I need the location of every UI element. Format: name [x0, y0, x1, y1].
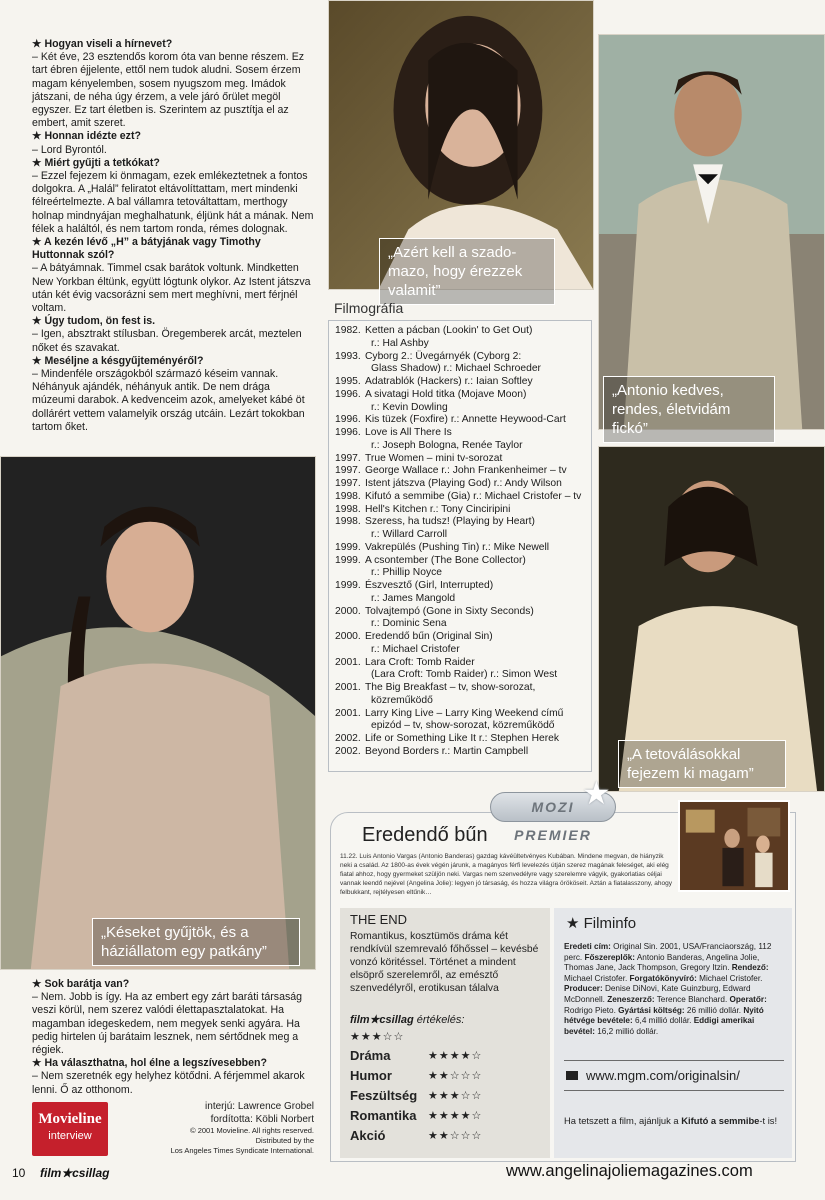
footer-website[interactable]: www.angelinajoliemagazines.com — [506, 1162, 753, 1180]
interview-text-bottom — [32, 978, 314, 1097]
filminfo-key: Operatőr: — [729, 994, 767, 1004]
filmography-item — [335, 389, 585, 402]
page-number: 10 — [12, 1166, 26, 1180]
filminfo-key: Rendező: — [731, 963, 769, 973]
interview-answer: – Két éve, 23 esztendős korom óta van benne részem. Ez tart ébren éjjelente, ettől nem tudok aludni. Sosem érzem magam kényelemben, sosem nyugszom meg. Imádok játszani, de néha úgy érzem, a vele járó őrület megöl egyszer. Ez tart életben is. Szerintem az pusztítja el az embert, amit szeret. — [32, 51, 305, 130]
premier-synopsis: 11.22. Luis Antonio Vargas (Antonio Banderas) gazdag kávéültetvényes Kubában. Mindene megvan, de hiányzik neki a család. Az 1800-as évek végén járunk, a magányos férfi levelezés útján szerez magának feleséget, aki elég fiatal ahhoz, hogy gyermeket szüljön neki. Vargas nem szenvedélyre vagy szerelemre vágyik, gyakorlatias céljai vannak leendő nejével (Angelina Jolie): legyen jó társaság, és hozza világra örököseit. Aztán a fiatalasszony, ahogy felbukkant, rejtélyesen eltűnik… — [340, 853, 672, 896]
movieline-logo — [32, 1102, 108, 1156]
filminfo-key: Zeneszerző: — [607, 994, 655, 1004]
filmography-year: 2001. — [335, 656, 361, 668]
rating-category: Feszültség — [350, 1088, 418, 1103]
filmography-title-text: Szeress, ha tudsz! (Playing by Heart) — [365, 516, 535, 528]
filmography-year: 1999. — [335, 580, 361, 591]
rating-row — [350, 1068, 482, 1083]
interview-credits — [140, 1100, 314, 1156]
interview-answer: – Igen, absztrakt stílusban. Öregemberek arcát, meztelen nőket és szavakat. — [32, 328, 302, 354]
filmography-item — [335, 682, 585, 695]
filmography-title-text: Istent játszva (Playing God) r.: Andy Wilson — [365, 478, 562, 489]
filmography-title-text: Cyborg 2.: Üvegárnyék (Cyborg 2: — [365, 350, 522, 362]
the-end-title: THE END — [350, 912, 408, 927]
filmography-continuation: r.: Joseph Bologna, Renée Taylor — [371, 439, 523, 451]
copyright: © 2001 Movieline. All rights reserved. — [190, 1126, 314, 1135]
filmography-item — [335, 746, 585, 759]
filmography-item — [335, 453, 585, 466]
filmography-title-text: Beyond Borders r.: Martin Campbell — [365, 745, 529, 757]
overall-rating-stars: ★★★☆☆ — [350, 1031, 405, 1043]
star-icon: ★ — [582, 775, 611, 811]
filmography-year: 1998. — [335, 490, 361, 502]
filmography-year: 1997. — [335, 465, 361, 477]
interview-text-top — [32, 38, 314, 434]
filminfo-key: Eddigi amerikai bevétel: — [564, 1016, 755, 1036]
filmography-title-text: Kifutó a semmibe (Gia) r.: Michael Cristofer – tv — [365, 490, 582, 502]
filmography-title-text: Love is All There Is — [365, 427, 452, 438]
rating-stars: ★★☆☆☆ — [428, 1130, 483, 1142]
filminfo-value: Michael Cristofer. — [696, 973, 763, 983]
filmography-title-text: Adatrablók (Hackers) r.: Iaian Softley — [365, 376, 533, 387]
rating-stars: ★★★★☆ — [428, 1110, 483, 1122]
rating-category: Romantika — [350, 1108, 417, 1123]
recommend-prefix: Ha tetszett a film, ajánljuk a — [564, 1115, 682, 1126]
filmography-item — [335, 376, 585, 389]
filmography-continuation: közreműködő — [371, 694, 433, 706]
filmography-title-text: Life or Something Like It r.: Stephen Herek — [365, 733, 560, 744]
filmography-continuation: r.: Phillip Noyce — [371, 567, 442, 579]
filmography-continuation: r.: Willard Carroll — [371, 529, 448, 540]
filmography-item — [335, 580, 585, 593]
caption-top-photo: „Azért kell a szado-mazo, hogy érezzek valamit” — [379, 238, 555, 305]
rating-category: Humor — [350, 1068, 392, 1083]
filminfo-key: Nyitó hétvége bevétele: — [564, 1005, 764, 1026]
website-row — [566, 1068, 740, 1083]
filmography-title-text: A sivatagi Hold titka (Mojave Moon) — [365, 388, 527, 400]
filmography-continuation: r.: Michael Cristofer — [371, 643, 460, 655]
filmography-item — [335, 465, 585, 478]
filmography-continuation: epizód – tv, show-sorozat, közreműködő — [371, 720, 555, 732]
filmography-year: 1997. — [335, 478, 361, 489]
filmography-item — [335, 657, 585, 670]
filmography-year: 1998. — [335, 503, 361, 515]
syndicate: Los Angeles Times Syndicate International. — [170, 1146, 314, 1155]
interview-question: ★ Honnan idézte ezt? — [32, 130, 141, 143]
magazine-name: film★csillag — [40, 1166, 110, 1180]
interview-question: ★ A kezén lévő „H” a bátyjának vagy Timothy Huttonnak szól? — [32, 236, 261, 262]
interview-answer: – Ezzel fejezem ki önmagam, ezek emlékeztetnek a fontos dolgokra. A „Halál” feliratot eltávolíttattam, mert mindenki félreértelmezte. A bal vállamra tetováltattam, merthogy holnap mindnyájan meghalhatunk, éljünk hát a mának. Nem félek a haláltól, és nem tartom ronda, rémes dolognak. — [32, 170, 314, 235]
filmography-year: 1996. — [335, 427, 361, 438]
filmography-item — [335, 555, 585, 568]
envelope-icon — [566, 1071, 578, 1080]
filminfo-value: 6,4 millió dollár. — [632, 1016, 694, 1026]
filmography-year: 2002. — [335, 733, 361, 744]
recommend-suffix: -t is! — [759, 1115, 778, 1126]
filminfo-key: Főszereplők: — [584, 952, 635, 962]
filmography-item — [335, 542, 585, 555]
filmography-year: 1995. — [335, 376, 361, 387]
rating-row — [350, 1128, 482, 1143]
interview-question: ★ Hogyan viseli a hírnevet? — [32, 38, 173, 50]
filmography-title-text: The Big Breakfast – tv, show-sorozat, — [365, 682, 536, 693]
rating-stars: ★★☆☆☆ — [428, 1070, 483, 1082]
interview-answer: – A bátyámnak. Timmel csak barátok voltunk. Mindketten New Yorkban éltünk, együtt lógtunk olykor. Az Istent játszva után két évig vacsorázni sem mert meghívni, mert férjnél voltam. — [32, 262, 311, 315]
rating-row — [350, 1108, 482, 1123]
filmography-title-text: Kis tüzek (Foxfire) r.: Annette Heywood-Cart — [365, 414, 566, 426]
filminfo-key: Eredeti cím: — [564, 942, 611, 951]
translator: fordította: Köbli Norbert — [210, 1114, 314, 1125]
divider — [564, 1090, 784, 1091]
antonio-banderas-photo — [598, 34, 825, 430]
interview-question: ★ Úgy tudom, ön fest is. — [32, 315, 156, 328]
interview-question: ★ Meséljne a késgyűjteményéről? — [32, 354, 204, 367]
filminfo-value: Antonio Banderas, Angelina Jolie, Thomas Jane, Jack Thompson, Gregory Itzin. — [564, 952, 760, 973]
filminfo-value: Terence Blanchard. — [654, 994, 730, 1004]
rating-stars: ★★★☆☆ — [428, 1090, 483, 1102]
filminfo-title: ★ Filminfo — [566, 915, 637, 932]
filmography-continuation: (Lara Croft: Tomb Raider) r.: Simon West — [371, 669, 558, 681]
filmography-year: 2001. — [335, 707, 361, 719]
filminfo-value: Michael Cristofer. — [564, 973, 630, 983]
filminfo-value: Rodrigo Pieto. — [564, 1005, 619, 1015]
filmography-year: 1999. — [335, 541, 361, 553]
filmography-continuation: Glass Shadow) r.: Michael Schroeder — [371, 363, 541, 375]
filminfo-value: Original Sin. 2001, USA/Franciaország, 112 perc. — [564, 942, 772, 962]
filminfo-text — [564, 942, 786, 1037]
filmography-continuation: r.: Dominic Sena — [371, 618, 447, 630]
filmography-item — [335, 504, 585, 517]
movieline-sub: interview — [48, 1130, 92, 1142]
caption-antonio-photo: „Antonio kedves, rendes, életvidám fickó” — [603, 376, 775, 443]
filmography-item — [335, 351, 585, 364]
angelina-umbrella-photo — [0, 456, 316, 970]
filmography-title-text: George Wallace r.: John Frankenheimer – tv — [365, 465, 567, 477]
filminfo-value: 26 millió dollár. — [684, 1005, 744, 1015]
filmography-item — [335, 708, 585, 721]
rating-category: Akció — [350, 1128, 386, 1143]
interview-answer: – Mindenféle országokból származó késeim vannak. Néhányuk ajándék, néhányuk antik. De nem drága múzeumi darabok. A kedvenceim azok, amelyeket kábé öt dollárért vettem valamelyik ország utcáin. Lezárt tokokban tartom őket. — [32, 368, 305, 433]
divider — [564, 1060, 784, 1061]
filmography-year: 1982. — [335, 325, 361, 336]
caption-umbrella-photo: „Késeket gyűjtök, és a háziállatom egy patkány” — [92, 918, 300, 966]
filmography-title-text: Vakrepülés (Pushing Tin) r.: Mike Newell — [365, 541, 550, 553]
film-still-thumbnail — [678, 800, 790, 892]
filmography-title-text: Lara Croft: Tomb Raider — [365, 656, 475, 668]
filmography-title-text: Észvesztő (Girl, Interrupted) — [365, 580, 494, 591]
filmography-title-text: A csontember (The Bone Collector) — [365, 554, 526, 566]
interview-answer: – Nem. Jobb is így. Ha az embert egy zárt baráti társaság veszi körül, nem szerez valódi élettapasztalatokat. Ha magamban idegeskedem, nem megyek senki agyára. Ha pedig hirtelen új barátaim lesznek, nem sértődnek meg a régiek. — [32, 991, 303, 1057]
filmography-year: 2000. — [335, 605, 361, 617]
recommendation-text — [564, 1114, 784, 1127]
film-website-link[interactable]: www.mgm.com/originalsin/ — [586, 1068, 740, 1083]
filmography-continuation: r.: James Mangold — [371, 592, 456, 604]
the-end-text: Romantikus, kosztümös dráma két rendkívül szemrevaló főhőssel – kevésbé vonzó köritéssel. Történet a mindent elsöprő szerelemről, az emésztő szenvedélyről, erotikusan tálalva — [350, 931, 539, 994]
filmography-year: 1998. — [335, 516, 361, 528]
filmography-item — [335, 516, 585, 529]
filmography-year: 1996. — [335, 414, 361, 426]
interview-question: ★ Miért gyűjti a tetkókat? — [32, 156, 160, 169]
filmography-title-text: Ketten a pácban (Lookin' to Get Out) — [365, 325, 533, 336]
filmography-title-text: Eredendő bűn (Original Sin) — [365, 631, 493, 642]
filminfo-key: Producer: — [564, 984, 603, 994]
filmography-year: 1996. — [335, 388, 361, 400]
filminfo-value: Denise DiNovi, Kate Guinzburg, Edward McDonnell. — [564, 984, 751, 1004]
rating-category: Dráma — [350, 1048, 391, 1063]
filmography-year: 1997. — [335, 452, 361, 464]
interview-question: ★ Ha választhatna, hol élne a legszívesebben? — [32, 1057, 267, 1070]
filmography-title: Filmográfia — [334, 300, 404, 316]
filmography-item — [335, 427, 585, 440]
recommend-film: Kifutó a semmibe — [681, 1115, 760, 1126]
rating-heading — [350, 1013, 464, 1026]
rating-row — [350, 1048, 482, 1063]
filminfo-key: Gyártási költség: — [618, 1005, 685, 1015]
movieline-name: Movieline — [38, 1111, 102, 1127]
filmography-item — [335, 414, 585, 427]
filmography-list — [328, 320, 592, 772]
rating-stars: ★★★★☆ — [428, 1050, 483, 1062]
interviewer: interjú: Lawrence Grobel — [205, 1101, 314, 1112]
filmography-year: 1993. — [335, 350, 361, 362]
filmography-item — [335, 606, 585, 619]
filmography-item — [335, 733, 585, 746]
interview-question: ★ Sok barátja van? — [32, 978, 130, 990]
filmography-year: 2002. — [335, 745, 361, 757]
filmography-year: 1999. — [335, 554, 361, 566]
rating-label: értékelés: — [416, 1014, 465, 1026]
filmography-item — [335, 478, 585, 491]
filminfo-value: 16,2 millió dollár. — [594, 1026, 659, 1036]
filmography-continuation: r.: Kevin Dowling — [371, 401, 448, 413]
filmography-item — [335, 631, 585, 644]
filmography-continuation: r.: Hal Ashby — [371, 337, 429, 349]
filmography-year: 2001. — [335, 682, 361, 693]
filmography-item — [335, 325, 585, 338]
distributed-by: Distributed by the — [255, 1136, 314, 1145]
filminfo-key: Forgatókönyvíró: — [629, 973, 697, 983]
filmography-title-text: Tolvajtempó (Gone in Sixty Seconds) — [365, 605, 534, 617]
caption-dress-photo: „A tetoválásokkal fejezem ki magam” — [618, 740, 786, 788]
premier-title: Eredendő bűn — [362, 824, 488, 846]
filmography-title-text: Hell's Kitchen r.: Tony Cinciripini — [365, 503, 511, 515]
mozi-premier-badge: MOZI PREMIER — [490, 792, 616, 822]
rating-row — [350, 1088, 482, 1103]
filmography-title-text: Larry King Live – Larry King Weekend című — [365, 707, 564, 719]
rating-brand: film★csillag — [350, 1014, 414, 1026]
filmography-title-text: True Women – mini tv-sorozat — [365, 452, 503, 464]
interview-answer: – Lord Byrontól. — [32, 143, 107, 156]
filmography-year: 2000. — [335, 631, 361, 642]
interview-answer: – Nem szeretnék egy helyhez kötődni. A férjemmel akarok lenni. Ő az otthonom. — [32, 1070, 305, 1096]
filmography-item — [335, 491, 585, 504]
